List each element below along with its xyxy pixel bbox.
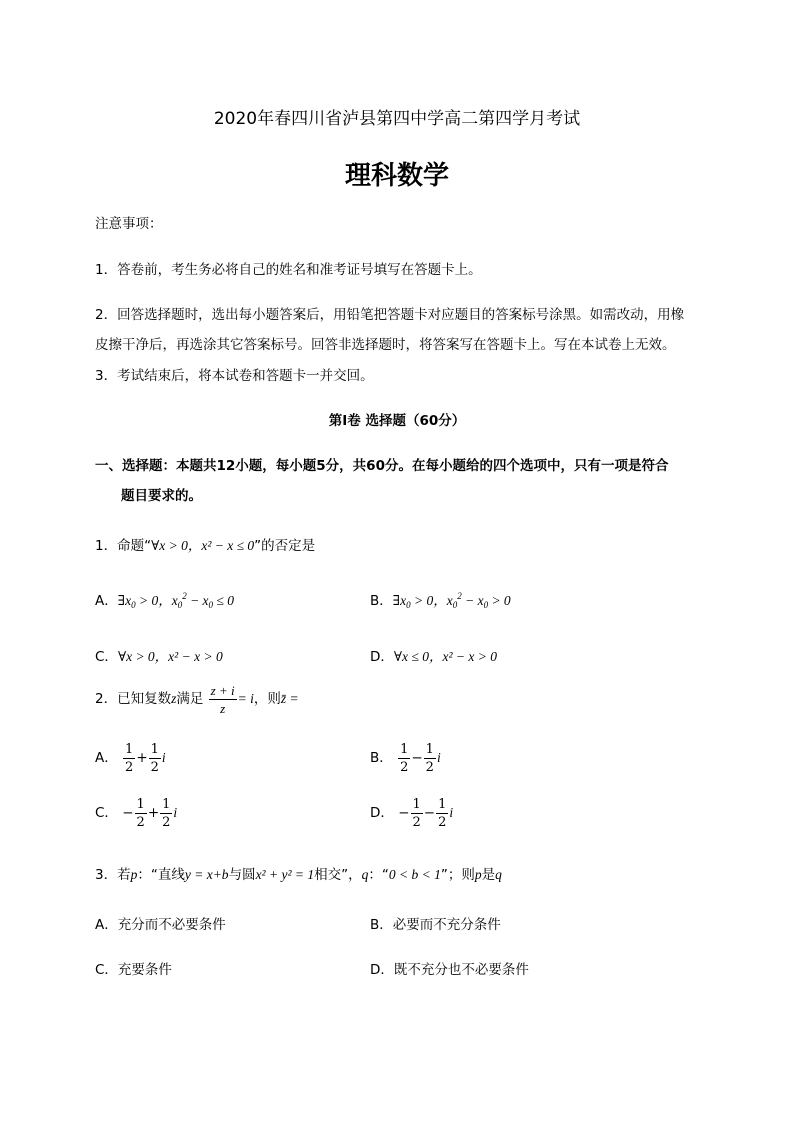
q1-suffix: ”的否定是 (254, 538, 316, 554)
frac-num: 1 (150, 742, 159, 757)
q3-option-c[interactable]: C．充要条件 (95, 962, 172, 978)
q2-b-frac2 (424, 743, 436, 774)
q2-var: z (171, 691, 177, 706)
question-1-stem (95, 534, 315, 554)
q2-zbar: z̄ = (280, 691, 299, 706)
q1-label-a: A． (95, 593, 118, 609)
q3-option-a[interactable]: A．充分而不必要条件 (95, 917, 226, 933)
note-2-line2: 皮擦干净后，再选涂其它答案标号。回答非选择题时，将答案写在答题卡上。写在本试卷上无效。 (95, 337, 676, 353)
frac-den: 2 (425, 760, 434, 775)
q3-p-text1: “直线 (150, 867, 185, 883)
note-2-line1: 2．回答选择题时，选出每小题答案后，用铅笔把答题卡对应题目的答案标号涂黑。如需改动，用橡 (95, 307, 685, 323)
section-intro-line2: 题目要求的。 (121, 488, 202, 504)
q2-option-b[interactable] (370, 743, 441, 774)
q3-is: 是 (481, 867, 496, 883)
q1-prefix: 1．命题“ (95, 538, 152, 554)
frac-num: 1 (438, 797, 447, 812)
q1-option-c-math: ∀x > 0，x² − x > 0 (117, 649, 223, 664)
q1-option-b[interactable] (370, 589, 511, 610)
section-title: 第Ⅰ卷 选择题（60分） (328, 413, 466, 429)
exam-subject: 理科数学 (344, 161, 449, 191)
q2-label-a: A． (95, 750, 118, 766)
q3-p: p (130, 867, 138, 882)
q2-option-a[interactable] (95, 743, 166, 774)
frac-num: 1 (412, 797, 421, 812)
q2-a-frac1 (123, 743, 135, 774)
q2-option-d[interactable] (370, 798, 453, 829)
imag-unit: i (173, 805, 178, 820)
q2-prefix: 2．已知复数 (95, 691, 172, 707)
q1-label-c: C． (95, 649, 118, 665)
imag-unit: i (436, 750, 441, 765)
q1-option-d-math: ∀x ≤ 0，x² − x > 0 (393, 649, 497, 664)
q2-label-c: C． (95, 805, 118, 821)
frac-num: 1 (125, 742, 134, 757)
exam-title: 2020年春四川省泸县第四中学高二第四学月考试 (213, 109, 581, 129)
q2-label-d: D． (370, 805, 394, 821)
q3-p2: p (474, 867, 482, 882)
frac-den: 2 (136, 815, 145, 830)
q3-q-cond: 0 < b < 1 (388, 867, 441, 882)
frac-num: 1 (136, 797, 145, 812)
q2-option-c[interactable] (95, 798, 177, 829)
q1-option-c[interactable] (95, 645, 223, 665)
minus-sign: − (122, 805, 134, 821)
q1-stem-math: ∀x > 0，x² − x ≤ 0 (151, 538, 255, 553)
frac-den: 2 (162, 815, 171, 830)
q3-q-end: ”；则 (440, 867, 475, 883)
q3-circle-eq: x² + y² = 1 (255, 867, 315, 882)
note-1: 1．答卷前，考生务必将自己的姓名和准考证号填写在答题卡上。 (95, 262, 482, 278)
minus-sign: − (398, 805, 410, 821)
q3-q2: q (495, 867, 502, 882)
q2-c-frac2 (160, 798, 172, 829)
q3-p-text3: 相交”， (314, 867, 362, 883)
q2-d-frac2 (436, 798, 448, 829)
question-2-stem (95, 684, 299, 715)
q2-mid: 满足 (176, 691, 204, 707)
frac-den: 2 (412, 815, 421, 830)
minus-sign: − (423, 805, 436, 821)
frac-num: 1 (162, 797, 171, 812)
note-3: 3．考试结束后，将本试卷和答题卡一并交回。 (95, 368, 374, 384)
q1-label-d: D． (370, 649, 394, 665)
q3-option-b[interactable]: B．必要而不充分条件 (370, 917, 501, 933)
minus-sign: − (411, 750, 423, 766)
q2-frac-num: z + i (210, 683, 235, 698)
q3-line-eq: y = x+b (184, 867, 229, 882)
notes-heading: 注意事项： (95, 216, 163, 232)
q1-label-b: B． (370, 593, 393, 609)
q1-option-a[interactable] (95, 589, 234, 610)
q1-option-b-math: $\exists x_0 > 0$，$x_0^2 - x_0 > 0$ (392, 591, 511, 610)
q1-option-d[interactable] (370, 645, 497, 665)
q2-b-frac1 (398, 743, 410, 774)
imag-unit: i (449, 805, 454, 820)
frac-den: 2 (400, 760, 409, 775)
q2-d-frac1 (411, 798, 423, 829)
q3-option-d[interactable]: D．既不充分也不必要条件 (370, 962, 529, 978)
frac-den: 2 (438, 815, 447, 830)
q3-q: q (361, 867, 369, 882)
q2-label-b: B． (370, 750, 393, 766)
plus-sign: + (147, 805, 160, 821)
q2-eq: = i (237, 691, 254, 706)
q3-q-text: ：“ (368, 867, 389, 883)
q2-a-frac2 (149, 743, 161, 774)
frac-den: 2 (125, 760, 134, 775)
q2-fraction (209, 684, 237, 715)
plus-sign: + (136, 750, 148, 766)
q3-prefix: 3．若 (95, 867, 131, 883)
frac-den: 2 (150, 760, 159, 775)
frac-num: 1 (400, 742, 409, 757)
q1-option-a-math: $\exists x_0 > 0$，$x_0^2 - x_0 \le 0$ (117, 591, 234, 610)
frac-num: 1 (425, 742, 434, 757)
question-3-stem (95, 863, 502, 883)
q2-frac-den: z (220, 701, 226, 716)
q3-p-text2: 与圆 (228, 867, 256, 883)
q2-c-frac1 (135, 798, 147, 829)
section-intro-line1: 一、选择题：本题共12小题，每小题5分，共60分。在每小题给的四个选项中，只有一项是符合 (95, 458, 669, 474)
imag-unit: i (161, 750, 166, 765)
q3-colon: ： (137, 867, 151, 883)
q2-then: ，则 (253, 691, 281, 707)
